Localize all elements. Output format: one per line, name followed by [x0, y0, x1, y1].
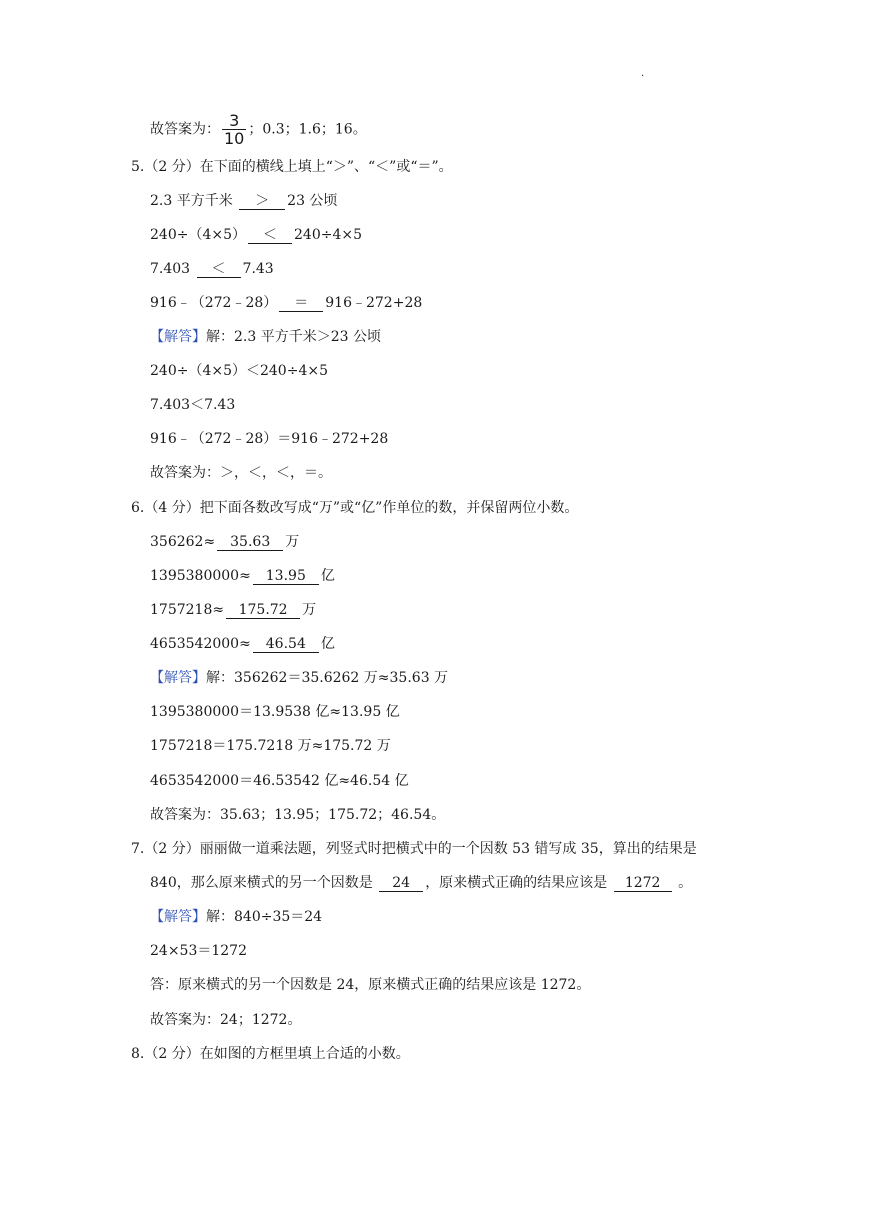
q7-text-a: 840，那么原来横式的另一个因数是	[150, 875, 373, 891]
q5-item-1	[150, 191, 337, 211]
q6-item-right: 亿	[320, 568, 335, 584]
q6-item-right: 万	[285, 534, 300, 550]
q5-item-left: 916﹣（272﹣28）	[150, 295, 278, 311]
q6-item-left: 356262≈	[150, 534, 216, 550]
header-dot: .	[641, 68, 645, 79]
question-6-title: 6.（4 分）把下面各数改写成“万”或“亿”作单位的数，并保留两位小数。	[131, 500, 579, 516]
prev-answer-line	[150, 112, 367, 147]
q5-solution-line-2: 240÷（4×5）＜240÷4×5	[150, 363, 328, 379]
q6-item-1	[150, 532, 299, 552]
q6-answer-blank: 13.95	[253, 568, 319, 585]
q5-item-left: 7.403	[150, 261, 191, 277]
q5-solution-line-3: 7.403＜7.43	[150, 397, 236, 413]
q5-answer-blank: ＜	[197, 261, 241, 278]
q5-item-4	[150, 293, 422, 313]
solution-text: 解：2.3 平方千米＞23 公顷	[206, 329, 381, 345]
q6-final-answer: 故答案为：35.63；13.95；175.72；46.54。	[150, 807, 446, 823]
fraction-numerator: 3	[222, 112, 246, 130]
q7-solution-line-2: 24×53＝1272	[150, 943, 247, 959]
q7-solution-line-1	[150, 907, 322, 927]
q6-solution-line-2: 1395380000＝13.9538 亿≈13.95 亿	[150, 704, 400, 720]
q5-item-right: 240÷4×5	[294, 227, 362, 243]
q5-item-3	[150, 259, 274, 279]
fraction-denominator: 10	[224, 129, 245, 148]
q6-item-4	[150, 634, 335, 654]
q6-item-left: 4653542000≈	[150, 636, 251, 652]
q6-item-left: 1395380000≈	[150, 568, 251, 584]
solution-text: 解：356262＝35.6262 万≈35.63 万	[206, 670, 449, 686]
q6-item-right: 万	[302, 602, 317, 618]
question-8-title: 8.（2 分）在如图的方框里填上合适的小数。	[131, 1046, 410, 1062]
q7-solution-line-3: 答：原来横式的另一个因数是 24，原来横式正确的结果应该是 1272。	[150, 977, 591, 993]
q5-item-right: 7.43	[242, 261, 274, 277]
solution-tag: 【解答】	[150, 670, 206, 686]
q6-answer-blank: 175.72	[226, 602, 300, 619]
q5-item-2	[150, 225, 362, 245]
q5-item-right: 916﹣272+28	[325, 295, 423, 311]
question-7-title: 7.（2 分）丽丽做一道乘法题，列竖式时把横式中的一个因数 53 错写成 35，算出的结果是	[131, 841, 697, 857]
q5-solution-line-4: 916﹣（272﹣28）＝916﹣272+28	[150, 431, 389, 447]
q5-solution-line-1	[150, 327, 381, 347]
q6-solution-line-1	[150, 668, 448, 688]
q5-item-left: 240÷（4×5）	[150, 227, 246, 243]
q6-answer-blank: 35.63	[217, 534, 283, 551]
q6-solution-line-4: 4653542000＝46.53542 亿≈46.54 亿	[150, 773, 409, 789]
q5-answer-blank: ＜	[248, 227, 292, 244]
q5-item-left: 2.3 平方千米	[150, 193, 233, 209]
prev-answer-rest: ；0.3；1.6；16。	[248, 121, 367, 138]
q7-answer-blank-2: 1272	[614, 875, 672, 892]
q5-final-answer: 故答案为：＞，＜，＜，＝。	[150, 465, 332, 481]
q7-text-c: 。	[678, 875, 693, 891]
q5-answer-blank: ＝	[279, 295, 323, 312]
q6-solution-line-3: 1757218＝175.7218 万≈175.72 万	[150, 738, 391, 754]
q5-item-right: 23 公顷	[287, 193, 338, 209]
q7-final-answer: 故答案为：24；1272。	[150, 1012, 302, 1028]
q7-text-b: ，原来横式正确的结果应该是	[425, 875, 608, 891]
question-7-line-2	[150, 873, 692, 893]
q6-answer-blank: 46.54	[253, 636, 319, 653]
q5-answer-blank: ＞	[239, 193, 285, 210]
question-5-title: 5.（2 分）在下面的横线上填上“＞”、“＜”或“＝”。	[131, 159, 453, 175]
q6-item-right: 亿	[320, 636, 335, 652]
solution-tag: 【解答】	[150, 909, 206, 925]
q7-answer-blank-1: 24	[379, 875, 423, 892]
q6-item-2	[150, 566, 335, 586]
fraction	[222, 112, 246, 147]
solution-tag: 【解答】	[150, 329, 206, 345]
q6-item-left: 1757218≈	[150, 602, 225, 618]
q6-item-3	[150, 600, 316, 620]
prev-answer-prefix: 故答案为：	[150, 121, 220, 138]
solution-text: 解：840÷35＝24	[206, 909, 323, 925]
